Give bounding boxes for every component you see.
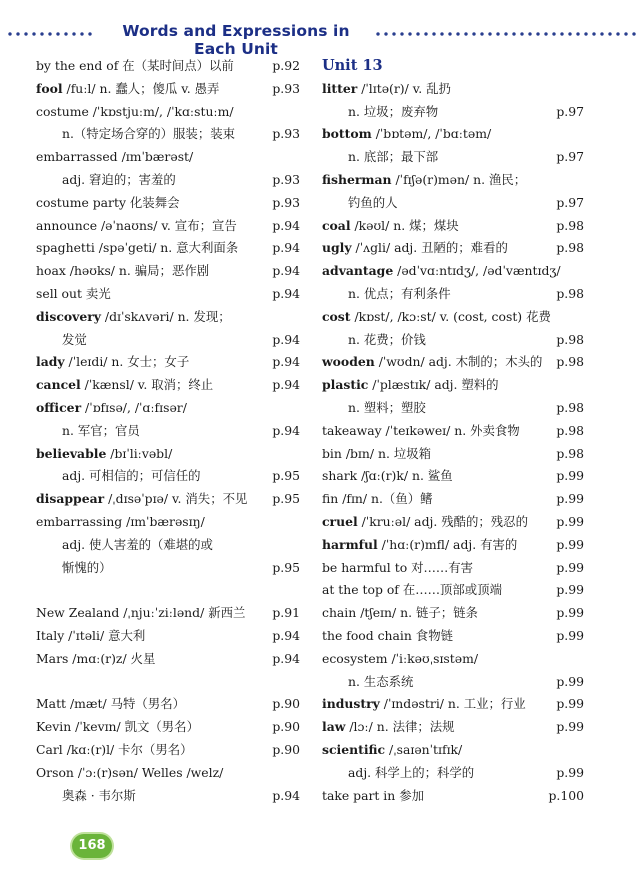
entry-text — [348, 146, 438, 169]
definition: /ˈɒfɪsə/, /ˈɑːfɪsər/ — [81, 399, 187, 415]
headword: ecosystem — [322, 650, 388, 666]
definition: n. 花费；价钱 — [348, 331, 426, 347]
vocab-entry — [322, 625, 584, 648]
definition: /əˈnaʊns/ v. 宣布；宣告 — [97, 217, 237, 233]
page-reference: p.98 — [556, 399, 584, 415]
vocab-entry-continuation — [36, 420, 300, 443]
vocab-entry — [36, 192, 300, 215]
page-reference: p.98 — [556, 422, 584, 438]
spacer — [36, 671, 300, 694]
vocab-entry — [322, 123, 584, 146]
definition: /ˌsaɪənˈtɪfɪk/ — [385, 741, 463, 757]
vocab-entry — [322, 374, 584, 397]
entry-text — [36, 260, 209, 283]
unit-title: Unit 13 — [322, 57, 383, 74]
vocab-entry-continuation — [36, 534, 300, 557]
vocab-entry — [322, 534, 584, 557]
page-reference: p.94 — [272, 787, 300, 803]
entry-text — [36, 146, 193, 169]
headword: fisherman — [322, 171, 392, 187]
definition: /ʃɑː(r)k/ n. 鲨鱼 — [357, 468, 453, 484]
entry-text — [36, 55, 234, 78]
vocab-entry — [36, 443, 300, 466]
page-reference: p.93 — [272, 194, 300, 210]
definition: /həʊks/ n. 骗局；恶作剧 — [65, 263, 210, 279]
entry-text — [62, 420, 140, 443]
entry-text — [348, 671, 413, 694]
entry-text — [322, 169, 526, 192]
definition: /ˌdɪsəˈpɪə/ v. 消失；不见 — [104, 491, 248, 507]
entry-text — [322, 78, 451, 101]
vocab-entry — [36, 716, 300, 739]
page-reference: p.99 — [556, 559, 584, 575]
page-reference: p.94 — [272, 240, 300, 256]
headword: New Zealand — [36, 605, 120, 621]
definition: 钓鱼的人 — [348, 194, 398, 210]
headword: harmful — [322, 536, 378, 552]
definition: /ˈʌgli/ adj. 丑陋的；难看的 — [351, 240, 508, 256]
vocab-entry — [322, 237, 584, 260]
vocab-entry-continuation — [322, 671, 584, 694]
page-reference: p.99 — [556, 582, 584, 598]
definition: adj. 科学上的；科学的 — [348, 764, 475, 780]
headword: takeaway — [322, 422, 382, 438]
headword: the food chain — [322, 627, 412, 643]
page-reference: p.98 — [556, 354, 584, 370]
headword: ugly — [322, 240, 352, 256]
vocab-entry — [322, 785, 584, 808]
entry-text — [322, 123, 491, 146]
entry-text — [322, 237, 508, 260]
vocab-entry — [36, 101, 300, 124]
page-reference: p.90 — [272, 719, 300, 735]
headword: Orson — [36, 764, 74, 780]
headword: law — [322, 719, 346, 735]
vocab-entry — [322, 260, 584, 283]
entry-text — [322, 465, 453, 488]
page-reference: p.99 — [556, 673, 584, 689]
definition: 食物链 — [411, 627, 453, 643]
entry-text — [62, 557, 112, 580]
headword: cost — [322, 308, 351, 324]
entry-text — [348, 329, 426, 352]
entry-text — [322, 443, 431, 466]
definition: /ˈhɑː(r)mfl/ adj. 有害的 — [377, 536, 518, 552]
headword: sell out — [36, 285, 82, 301]
definition: /fɪn/ n.（鱼）鳍 — [338, 491, 433, 507]
entry-text — [322, 260, 561, 283]
vocab-entry — [36, 78, 300, 101]
entry-text — [322, 215, 459, 238]
definition: /ˈɪtəli/ 意大利 — [64, 627, 146, 643]
entry-text — [62, 785, 136, 808]
page-reference: p.93 — [272, 126, 300, 142]
definition: /kəʊl/ n. 煤；煤块 — [350, 217, 459, 233]
page-header — [0, 0, 640, 58]
vocab-entry — [36, 146, 300, 169]
unit-heading-row — [322, 55, 584, 78]
vocab-entry — [36, 260, 300, 283]
page-reference: p.94 — [272, 354, 300, 370]
entry-text — [348, 101, 438, 124]
headword: hoax — [36, 263, 66, 279]
headword: chain — [322, 605, 357, 621]
definition: n. 底部；最下部 — [348, 149, 439, 165]
definition: n. 优点；有利条件 — [348, 285, 451, 301]
entry-text — [36, 192, 179, 215]
entry-text — [62, 465, 201, 488]
page-reference: p.94 — [272, 217, 300, 233]
vocab-entry — [36, 55, 300, 78]
vocab-entry — [322, 420, 584, 443]
vocab-entry-continuation — [36, 169, 300, 192]
page-reference: p.98 — [556, 217, 584, 233]
entry-text — [36, 283, 111, 306]
entry-text — [322, 488, 433, 511]
vocab-entry-continuation — [36, 557, 300, 580]
vocab-entry — [36, 374, 300, 397]
headword: lady — [36, 354, 65, 370]
entry-text — [322, 693, 526, 716]
vocab-entry-continuation — [36, 785, 300, 808]
vocab-entry — [322, 579, 584, 602]
vocab-entry-continuation — [36, 123, 300, 146]
page-reference: p.91 — [272, 605, 300, 621]
page-reference: p.94 — [272, 377, 300, 393]
page-reference: p.99 — [556, 696, 584, 712]
vocab-entry-continuation — [36, 329, 300, 352]
page-reference: p.98 — [556, 331, 584, 347]
definition: 参加 — [395, 787, 424, 803]
definition: /ˈkevɪn/ 凯文（男名） — [71, 719, 199, 735]
headword: costume party — [36, 194, 126, 210]
entry-text — [322, 557, 473, 580]
vocab-entry — [322, 602, 584, 625]
definition: /bɪˈliːvəbl/ — [106, 445, 173, 461]
headword: take part in — [322, 787, 396, 803]
vocab-entry — [322, 351, 584, 374]
page-reference: p.94 — [272, 331, 300, 347]
headword: at the top of — [322, 582, 399, 598]
headword: disappear — [36, 491, 105, 507]
definition: adj. 可相信的；可信任的 — [62, 468, 201, 484]
page-reference: p.99 — [556, 536, 584, 552]
entry-text — [322, 716, 455, 739]
entry-text — [36, 351, 189, 374]
vocab-column-right — [322, 55, 584, 807]
page-number-badge: 168 — [72, 834, 112, 858]
entry-text — [322, 648, 478, 671]
headword: fool — [36, 80, 63, 96]
vocab-entry — [322, 443, 584, 466]
headword: litter — [322, 80, 358, 96]
vocab-entry — [36, 602, 300, 625]
definition: 在……顶部或顶端 — [398, 582, 502, 598]
definition: /kɑː(r)l/ 卡尔（男名） — [62, 741, 193, 757]
definition: /ˈkruːəl/ adj. 残酷的；残忍的 — [357, 513, 528, 529]
page-reference: p.95 — [272, 468, 300, 484]
headword: Italy — [36, 627, 65, 643]
entry-text — [36, 693, 185, 716]
definition: /ɪmˈbærəst/ — [117, 149, 194, 165]
vocab-entry-continuation — [322, 283, 584, 306]
entry-text — [36, 488, 247, 511]
definition: /ədˈvɑːntɪdʒ/, /ədˈvæntɪdʒ/ — [393, 263, 561, 279]
definition: /tʃeɪn/ n. 链子；链条 — [356, 605, 478, 621]
definition: n. 生态系统 — [348, 673, 414, 689]
headword: advantage — [322, 263, 394, 279]
entry-text — [62, 534, 213, 557]
vocab-entry — [322, 169, 584, 192]
definition: 对……有害 — [407, 559, 474, 575]
definition: /mæt/ 马特（男名） — [66, 696, 185, 712]
entry-text — [322, 511, 528, 534]
headword: cancel — [36, 377, 81, 393]
headword: shark — [322, 468, 358, 484]
headword: bin — [322, 445, 342, 461]
vocab-entry — [322, 693, 584, 716]
vocab-entry — [36, 648, 300, 671]
entry-text — [36, 762, 223, 785]
definition: 化装舞会 — [125, 194, 180, 210]
headword: spaghetti — [36, 240, 95, 256]
vocab-entry — [36, 215, 300, 238]
definition: 发觉 — [62, 331, 87, 347]
definition: /fuːl/ n. 蠢人；傻瓜 v. 愚弄 — [62, 80, 220, 96]
vocab-entry — [322, 557, 584, 580]
page-reference: p.100 — [548, 787, 584, 803]
entry-text — [36, 237, 238, 260]
definition: /ˌnjuːˈziːlənd/ 新西兰 — [119, 605, 246, 621]
headword: be harmful to — [322, 559, 408, 575]
definition: n.（特定场合穿的）服装；装束 — [62, 126, 235, 142]
entry-text — [322, 351, 542, 374]
page-reference: p.94 — [272, 285, 300, 301]
vocab-entry — [322, 306, 584, 329]
entry-text — [36, 716, 199, 739]
headword: Matt — [36, 696, 67, 712]
entry-text — [322, 579, 502, 602]
headword: announce — [36, 217, 98, 233]
definition: /ˈwʊdn/ adj. 木制的；木头的 — [374, 354, 543, 370]
entry-text — [322, 534, 517, 557]
entry-text — [36, 78, 219, 101]
entry-text — [348, 283, 451, 306]
vocab-entry — [36, 351, 300, 374]
entry-text — [322, 785, 424, 808]
page-reference: p.95 — [272, 559, 300, 575]
definition: adj. 使人害羞的（难堪的或 — [62, 536, 213, 552]
definition: /ˈfɪʃə(r)mən/ n. 渔民； — [391, 171, 527, 187]
entry-text — [36, 306, 231, 329]
vocab-entry-continuation — [322, 329, 584, 352]
entry-text — [348, 397, 426, 420]
vocab-entry-continuation — [322, 192, 584, 215]
headword: industry — [322, 696, 380, 712]
vocab-entry — [36, 237, 300, 260]
definition: 奥森 · 韦尔斯 — [62, 787, 136, 803]
entry-text — [62, 123, 235, 146]
headword: scientific — [322, 741, 386, 757]
headword: officer — [36, 399, 82, 415]
vocab-entry — [36, 693, 300, 716]
entry-text — [322, 602, 478, 625]
entry-text — [62, 329, 87, 352]
vocab-entry — [322, 648, 584, 671]
page-reference: p.98 — [556, 445, 584, 461]
page-reference: p.99 — [556, 491, 584, 507]
entry-text — [36, 374, 213, 397]
page-reference: p.98 — [556, 240, 584, 256]
definition: adj. 窘迫的；害羞的 — [62, 171, 176, 187]
definition: /ɪmˈbærəsɪŋ/ — [122, 513, 205, 529]
headword: believable — [36, 445, 107, 461]
vocab-entry — [36, 739, 300, 762]
page-reference: p.94 — [272, 263, 300, 279]
headword: discovery — [36, 308, 101, 324]
entry-text — [36, 602, 245, 625]
definition: 卖光 — [81, 285, 111, 301]
definition: /dɪˈskʌvəri/ n. 发现； — [100, 308, 231, 324]
entry-text — [36, 397, 187, 420]
vocab-entry — [36, 511, 300, 534]
definition: 在（某时间点）以前 — [118, 58, 234, 73]
vocab-entry — [322, 78, 584, 101]
entry-text — [36, 625, 145, 648]
spacer — [36, 579, 300, 602]
page-reference: p.99 — [556, 468, 584, 484]
headword: coal — [322, 217, 351, 233]
page-reference: p.99 — [556, 627, 584, 643]
vocab-entry-continuation — [322, 397, 584, 420]
entry-text — [36, 215, 237, 238]
entry-text — [322, 306, 551, 329]
definition: /ˈbɒtəm/, /ˈbɑːtəm/ — [371, 126, 492, 142]
definition: /ˈteɪkəweɪ/ n. 外卖食物 — [381, 422, 520, 438]
definition: /ˈiːkəʊˌsɪstəm/ — [387, 650, 479, 666]
page-reference: p.92 — [272, 58, 300, 73]
entry-text — [322, 374, 499, 397]
definition: /ˈkɒstjuːm/, /ˈkɑːstuːm/ — [88, 103, 234, 119]
page-reference: p.99 — [556, 719, 584, 735]
page-reference: p.97 — [556, 103, 584, 119]
definition: /ˈɔː(r)sən/ Welles /welz/ — [73, 764, 224, 780]
headword: bottom — [322, 126, 372, 142]
headword: cruel — [322, 513, 358, 529]
headword: plastic — [322, 377, 369, 393]
entry-text — [36, 101, 234, 124]
vocab-entry-continuation — [322, 762, 584, 785]
headword: embarrassing — [36, 513, 123, 529]
vocab-entry — [322, 465, 584, 488]
vocab-column-left — [36, 55, 300, 807]
vocab-entry — [322, 716, 584, 739]
vocab-entry-continuation — [322, 101, 584, 124]
page-reference: p.90 — [272, 741, 300, 757]
definition: /ˈleɪdi/ n. 女士；女子 — [64, 354, 190, 370]
headword: Kevin — [36, 719, 72, 735]
page-reference: p.99 — [556, 513, 584, 529]
vocab-entry — [322, 511, 584, 534]
entry-text — [322, 739, 462, 762]
vocab-entry — [36, 397, 300, 420]
entry-text — [36, 511, 205, 534]
vocab-entry — [36, 488, 300, 511]
definition: 惭愧的） — [62, 559, 112, 575]
headword: costume — [36, 103, 89, 119]
page-reference: p.93 — [272, 171, 300, 187]
headword: Carl — [36, 741, 63, 757]
entry-text — [36, 648, 155, 671]
page-reference: p.99 — [556, 605, 584, 621]
definition: /mɑː(r)z/ 火星 — [68, 650, 156, 666]
definition: /kɒst/, /kɔːst/ v. (cost, cost) 花费 — [350, 308, 551, 324]
entry-text — [348, 192, 398, 215]
page-reference: p.97 — [556, 194, 584, 210]
definition: /ˈplæstɪk/ adj. 塑料的 — [368, 377, 499, 393]
headword: embarrassed — [36, 149, 118, 165]
definition: /ˈkænsl/ v. 取消；终止 — [80, 377, 214, 393]
vocab-entry — [322, 215, 584, 238]
entry-text — [62, 169, 176, 192]
vocab-entry — [322, 488, 584, 511]
page-reference: p.93 — [272, 80, 300, 96]
definition: /lɔː/ n. 法律；法规 — [345, 719, 455, 735]
vocab-entry — [322, 739, 584, 762]
page-reference: p.95 — [272, 491, 300, 507]
definition: /bɪn/ n. 垃圾箱 — [341, 445, 432, 461]
page-reference: p.94 — [272, 627, 300, 643]
definition: /ˈɪndəstri/ n. 工业；行业 — [379, 696, 526, 712]
page-reference: p.90 — [272, 696, 300, 712]
headword: wooden — [322, 354, 375, 370]
page-title: Words and Expressions in Each Unit — [122, 22, 350, 58]
vocab-entry-continuation — [36, 465, 300, 488]
vocab-entry — [36, 762, 300, 785]
vocab-entry — [36, 283, 300, 306]
headword: fin — [322, 491, 339, 507]
page-reference: p.98 — [556, 285, 584, 301]
vocab-entry — [36, 306, 300, 329]
entry-text — [36, 739, 193, 762]
vocab-entry-continuation — [322, 146, 584, 169]
definition: n. 垃圾；废弃物 — [348, 103, 439, 119]
entry-text — [322, 420, 520, 443]
entry-text — [348, 762, 474, 785]
page-reference: p.94 — [272, 422, 300, 438]
entry-text — [322, 625, 453, 648]
header-dots-left — [6, 31, 96, 37]
definition: n. 军官；官员 — [62, 422, 140, 438]
page-reference: p.94 — [272, 650, 300, 666]
page-reference: p.97 — [556, 149, 584, 165]
entry-text — [36, 443, 172, 466]
header-dots-right — [374, 31, 636, 37]
definition: n. 塑料；塑胶 — [348, 399, 426, 415]
headword: Mars — [36, 650, 69, 666]
definition: /spəˈgeti/ n. 意大利面条 — [94, 240, 239, 256]
page-reference: p.99 — [556, 764, 584, 780]
definition: /ˈlɪtə(r)/ v. 乱扔 — [357, 80, 451, 96]
vocab-entry — [36, 625, 300, 648]
headword: by the end of — [36, 58, 119, 73]
